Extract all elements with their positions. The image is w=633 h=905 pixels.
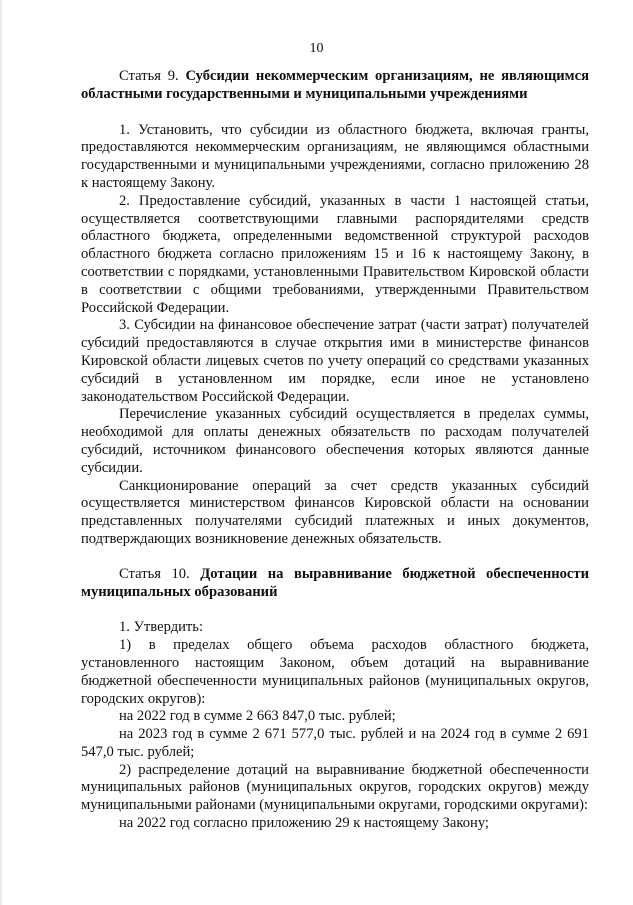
page-content — [81, 68, 589, 833]
article-10-subitem-1-2023-2024: на 2023 год в сумме 2 671 577,0 тыс. рублей и на 2024 год в сумме 2 691 547,0 тыс. рублей; — [81, 726, 589, 760]
article-9-prefix: Статья 9. — [119, 68, 186, 84]
article-9-paragraph-3: 3. Субсидии на финансовое обеспечение затрат (части затрат) получателей субсидий предоставляются в случае открытия ими в министерстве финансов Кировской области лицевых счетов по учету операций со средствами указанных субсидий в установленном им порядке, если иное не установлено законодательством Российской Федерации. — [81, 317, 589, 405]
article-10-subitem-2-2022: на 2022 год согласно приложению 29 к настоящему Закону; — [119, 815, 489, 832]
article-10-subitem-1-2022: на 2022 год в сумме 2 663 847,0 тыс. рублей; — [119, 708, 396, 725]
article-9-paragraph-5: Санкционирование операций за счет средств указанных субсидий осуществляется министерством финансов Кировской области на основании представленных получателями субсидий платежных и иных документов, подтверждающих возникновение денежных обязательств. — [81, 477, 589, 547]
article-10-subitem-2: 2) распределение дотаций на выравнивание бюджетной обеспеченности муниципальных районов (муниципальных округов, городских округов) между муниципальными районами (муниципальными округами, городскими округами): — [81, 761, 589, 814]
article-10-item-1: 1. Утвердить: — [119, 619, 204, 636]
article-9-paragraph-4: Перечисление указанных субсидий осуществляется в пределах суммы, необходимой для оплаты денежных обязательств по расходам получателей субсидий, источником финансового обеспечения которых являются данные субсидии. — [81, 406, 589, 476]
article-9-paragraph-1: 1. Установить, что субсидии из областного бюджета, включая гранты, предоставляются некоммерческим организациям, не являющимся областными государственными и муниципальными учреждениями, согласно приложению 28 к настоящему Закону. — [81, 121, 589, 191]
article-9-paragraph-2: 2. Предоставление субсидий, указанных в части 1 настоящей статьи, осуществляется соответствующими главными распорядителями средств областного бюджета, определенными ведомственной структурой расходов областного бюджета согласно приложениям 15 и 16 к настоящему Закону, в соответствии с порядками, установленными Правительством Кировской области в соответствии с общими требованиями, утвержденными Правительством Российской Федерации. — [81, 192, 589, 316]
article-10-prefix: Статья 10. — [119, 565, 201, 582]
article-9-heading — [81, 68, 589, 104]
article-10-subitem-1: 1) в пределах общего объема расходов областного бюджета, установленного настоящим Законом, объем дотаций на выравнивание бюджетной обеспеченности муниципальных районов (муниципальных округов, городских округов): — [81, 637, 589, 707]
scan-edge — [0, 0, 2, 905]
article-10-title: Дотации на выравнивание бюджетной обеспеченности муниципальных образований — [81, 565, 589, 600]
article-10-heading — [81, 566, 589, 602]
article-9-title: Субсидии некоммерческим организациям, не являющимся областными государственными и муниципальными учреждениями — [81, 68, 589, 102]
page-number: 10 — [309, 41, 324, 56]
